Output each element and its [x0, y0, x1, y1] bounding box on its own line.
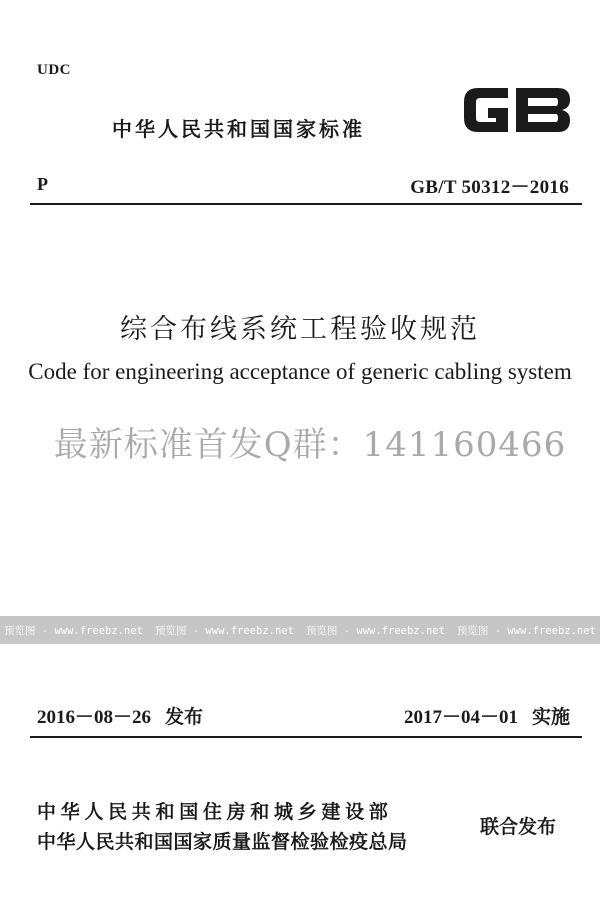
header-divider: [30, 203, 582, 205]
national-standard-heading: 中华人民共和国国家标准: [112, 117, 365, 141]
watermark-band: [0, 616, 600, 644]
watermark-item: 预览图 - www.freebz.net: [4, 624, 143, 637]
watermark-item: 预览图 - www.freebz.net: [305, 624, 445, 637]
issuer-quality-supervision: 中华人民共和国国家质量监督检验检疫总局: [37, 831, 408, 853]
watermark-item: 预览图 - www.freebz.net: [456, 624, 596, 637]
implementation-date-line: [404, 702, 570, 729]
watermark-item: 预览图 - www.freebz.net: [154, 624, 294, 637]
implementation-date: 2017－04－01: [403, 707, 518, 728]
issue-label: 发布: [165, 706, 204, 728]
promo-watermark-text: 最新标准首发Q群：141160466: [53, 425, 567, 465]
gb-logo-icon: [458, 78, 576, 142]
title-chinese: 综合布线系统工程验收规范: [120, 314, 480, 345]
standard-number: GB/T 50312－2016: [410, 177, 569, 198]
implementation-label: 实施: [531, 706, 570, 728]
udc-label: UDC: [37, 62, 71, 78]
issue-date-line: [37, 702, 203, 729]
issue-date: 2016－08－26: [37, 707, 152, 728]
title-english: Code for engineering acceptance of generic cabling system: [28, 359, 572, 384]
issuer-ministry-housing: 中华人民共和国住房和城乡建设部: [37, 801, 393, 823]
joint-issue-label: 联合发布: [480, 816, 557, 838]
footer-divider: [30, 736, 582, 738]
category-code: P: [37, 174, 48, 194]
